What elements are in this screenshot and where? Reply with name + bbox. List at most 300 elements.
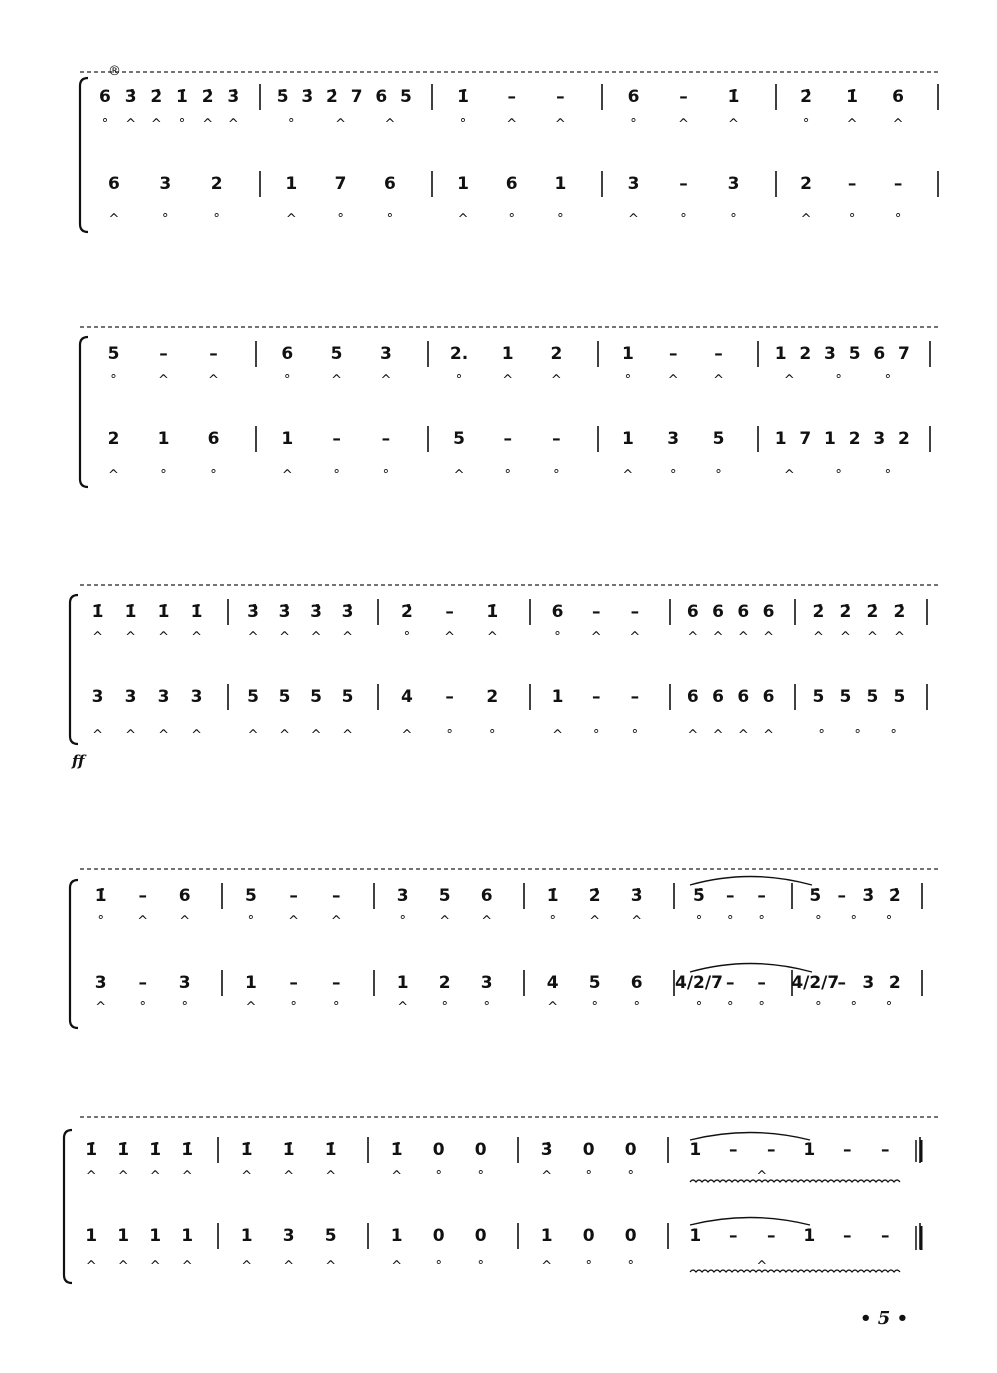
note-upper: 1̇ — [190, 602, 203, 622]
bowing-mark: ^ — [158, 728, 170, 743]
bowing-mark: ^ — [631, 914, 643, 929]
system-4 — [70, 869, 938, 1028]
bowing-mark: ° — [627, 1259, 634, 1274]
note-lower: 5 — [866, 687, 879, 707]
bowing-mark: ^ — [839, 630, 851, 645]
note-upper: 3̇ — [278, 602, 291, 622]
bowing-mark: ^ — [208, 373, 219, 388]
note-lower: 4/2/7 — [791, 973, 840, 993]
note-lower: – — [591, 687, 601, 707]
note-lower: 5 — [812, 687, 825, 707]
bowing-mark: ° — [585, 1259, 592, 1274]
bowing-mark: ° — [288, 117, 295, 132]
note-lower: 0 — [432, 1226, 445, 1246]
note-lower: 1 — [457, 174, 469, 194]
bowing-mark: ° — [885, 914, 893, 929]
note-upper: 5 — [400, 87, 412, 107]
note-lower: 2 — [438, 973, 451, 993]
note-upper: 5̇ — [276, 87, 289, 107]
bowing-mark: ^ — [245, 1000, 257, 1015]
note-upper: 1 — [774, 344, 787, 364]
note-upper: 2̇ — [150, 87, 163, 107]
bowing-mark: ° — [884, 468, 892, 483]
note-lower: – — [289, 973, 298, 993]
note-upper: 6 — [375, 87, 388, 107]
note-lower: – — [630, 687, 640, 707]
bowing-mark: ^ — [92, 630, 104, 645]
note-lower: 5 — [310, 687, 322, 707]
note-lower: 3 — [480, 973, 493, 993]
bowing-mark: ° — [441, 1000, 448, 1015]
note-lower: 3 — [178, 973, 191, 993]
bowing-mark: ^ — [181, 1259, 193, 1274]
bowing-mark: ^ — [342, 728, 353, 743]
note-lower: 3 — [190, 687, 203, 707]
bowing-mark: ° — [210, 468, 217, 483]
note-upper: – — [289, 886, 298, 906]
note-upper: 1̇ — [727, 87, 740, 107]
note-lower: 1 — [554, 174, 567, 194]
bowing-mark: ° — [695, 1000, 703, 1015]
bowing-mark: ^ — [866, 630, 878, 645]
bowing-mark: ^ — [756, 1169, 768, 1184]
note-upper: 1 — [803, 1140, 816, 1160]
note-upper: 6 — [892, 87, 905, 107]
note-lower: 6 — [108, 174, 120, 194]
bowing-mark: ° — [160, 468, 167, 483]
bowing-mark: ^ — [629, 630, 641, 645]
note-upper: 1̇ — [176, 87, 188, 107]
note-upper: 2̇ — [588, 886, 601, 906]
note-upper: 1 — [621, 344, 634, 364]
note-upper: 1̇ — [390, 1140, 403, 1160]
tie-slur — [690, 1218, 810, 1226]
bowing-mark: ^ — [279, 630, 290, 645]
bowing-mark: ^ — [812, 630, 824, 645]
note-lower: 5 — [278, 687, 291, 707]
note-lower: 5 — [588, 973, 601, 993]
bowing-mark: ° — [284, 373, 291, 388]
bowing-mark: ^ — [310, 728, 322, 743]
note-upper: 7 — [898, 344, 910, 364]
bowing-mark: ° — [815, 1000, 822, 1015]
bowing-mark: ° — [633, 1000, 640, 1015]
note-upper: 6 — [551, 602, 564, 622]
note-upper: 2 — [799, 344, 812, 364]
note-upper: – — [445, 602, 454, 622]
bowing-mark: ° — [727, 1000, 734, 1015]
note-upper: 5 — [107, 344, 120, 364]
bowing-mark: ° — [110, 373, 117, 388]
bowing-mark: ^ — [85, 1259, 97, 1274]
note-upper: 1̇ — [85, 1140, 98, 1160]
note-lower: – — [881, 1226, 890, 1246]
bowing-mark: ^ — [202, 117, 214, 132]
bowing-mark: ^ — [893, 630, 905, 645]
system-bracket — [80, 78, 88, 232]
bowing-mark: ^ — [541, 1259, 553, 1274]
note-lower: 4/2/7 — [675, 973, 723, 993]
note-upper: – — [138, 886, 147, 906]
note-upper: 3̇ — [247, 602, 259, 622]
note-upper: 0 — [624, 1140, 637, 1160]
note-lower: – — [332, 429, 341, 449]
note-lower: 1 — [689, 1226, 702, 1246]
bowing-mark: ° — [333, 468, 340, 483]
note-upper: 5 — [438, 886, 451, 906]
bowing-mark: ^ — [550, 373, 562, 388]
bowing-mark: ^ — [149, 1169, 161, 1184]
note-upper: 2̇ — [866, 602, 879, 622]
note-lower: 2 — [898, 429, 910, 449]
note-upper: 6 — [627, 87, 640, 107]
bowing-mark: ^ — [401, 728, 413, 743]
note-upper: 1̇ — [546, 886, 559, 906]
system-bracket — [70, 880, 78, 1028]
note-lower: 6 — [630, 973, 643, 993]
bowing-mark: ° — [894, 212, 902, 227]
note-lower: 3 — [94, 973, 107, 993]
bowing-mark: ^ — [285, 212, 297, 227]
bowing-mark: ^ — [502, 373, 514, 388]
bowing-mark: ^ — [281, 468, 293, 483]
bowing-mark: ^ — [325, 1169, 337, 1184]
bowing-mark: ^ — [590, 630, 602, 645]
bowing-mark: ^ — [687, 630, 699, 645]
note-upper: – — [630, 602, 640, 622]
bowing-mark: ° — [337, 212, 344, 227]
note-upper: 6 — [712, 602, 725, 622]
bowing-mark: ° — [213, 212, 220, 227]
bowing-mark: ° — [850, 1000, 857, 1015]
bowing-mark: ^ — [552, 728, 563, 743]
bowing-mark: ° — [435, 1259, 442, 1274]
bowing-mark: ° — [818, 728, 825, 743]
bowing-mark: ^ — [444, 630, 456, 645]
note-upper: – — [159, 344, 168, 364]
note-upper: 1̇ — [457, 87, 469, 107]
note-upper: 1̇ — [181, 1140, 194, 1160]
bowing-mark: ° — [435, 1169, 442, 1184]
note-lower: – — [503, 429, 512, 449]
bowing-mark: ^ — [342, 630, 353, 645]
note-lower: 6 — [712, 687, 725, 707]
system-3 — [70, 585, 938, 744]
bowing-mark: ° — [399, 914, 406, 929]
bowing-mark: ^ — [541, 1169, 553, 1184]
note-lower: – — [767, 1226, 776, 1246]
note-lower: – — [332, 973, 341, 993]
note-upper: – — [668, 344, 678, 364]
note-lower: 3 — [862, 973, 875, 993]
bowing-mark: ° — [835, 373, 842, 388]
note-upper: – — [209, 344, 218, 364]
bowing-mark: ^ — [667, 373, 679, 388]
bowing-mark: ° — [885, 1000, 893, 1015]
bowing-mark: ^ — [713, 373, 724, 388]
note-upper: – — [843, 1140, 852, 1160]
bowing-mark: ° — [727, 914, 734, 929]
bowing-mark: ^ — [325, 1259, 337, 1274]
bowing-mark: ^ — [149, 1259, 161, 1274]
bowing-mark: ° — [162, 212, 169, 227]
bowing-mark: ° — [101, 117, 109, 132]
bowing-mark: ° — [758, 1000, 765, 1015]
note-upper: 1̇ — [117, 1140, 130, 1160]
bowing-mark: ° — [815, 914, 822, 929]
bowing-mark: ^ — [384, 117, 396, 132]
system-5 — [64, 1117, 938, 1283]
bowing-mark: ° — [627, 1169, 634, 1184]
note-lower: 0 — [624, 1226, 637, 1246]
note-lower: 2 — [210, 174, 223, 194]
note-upper: 1 — [501, 344, 514, 364]
note-upper: – — [767, 1140, 776, 1160]
note-upper: 2̇ — [893, 602, 906, 622]
bowing-mark: ° — [178, 117, 186, 132]
bowing-mark: ° — [730, 212, 737, 227]
note-lower: 1 — [621, 429, 634, 449]
bowing-mark: ^ — [554, 117, 566, 132]
note-upper: 2̇ — [401, 602, 413, 622]
bowing-mark: ^ — [391, 1169, 403, 1184]
note-lower: 3 — [91, 687, 104, 707]
bowing-mark: ° — [554, 630, 561, 645]
note-upper: 1̇ — [240, 1140, 253, 1160]
bowing-mark: ° — [585, 1169, 592, 1184]
note-lower: 3 — [282, 1226, 295, 1246]
bowing-mark: ^ — [247, 630, 259, 645]
note-upper: 5 — [330, 344, 343, 364]
note-upper: – — [591, 602, 601, 622]
note-upper: 3̇ — [310, 602, 322, 622]
bowing-mark: ° — [247, 914, 255, 929]
note-lower: 6 — [762, 687, 775, 707]
bowing-mark: ^ — [737, 728, 749, 743]
bowing-mark: ° — [854, 728, 861, 743]
note-lower: 2 — [107, 429, 120, 449]
bowing-mark: ° — [382, 468, 390, 483]
bowing-mark: ^ — [108, 212, 120, 227]
note-lower: – — [552, 429, 561, 449]
bowing-mark: ° — [477, 1259, 484, 1274]
note-lower: 4 — [401, 687, 413, 707]
note-lower: 1 — [85, 1226, 98, 1246]
bowing-mark: ° — [489, 728, 496, 743]
note-lower: 1 — [157, 429, 170, 449]
bowing-mark: ^ — [181, 1169, 193, 1184]
bowing-mark: ^ — [678, 117, 689, 132]
bowing-mark: ° — [181, 1000, 188, 1015]
note-upper: 2̇ — [888, 886, 901, 906]
note-upper: – — [757, 886, 766, 906]
note-upper: 3̇ — [630, 886, 643, 906]
note-lower: 2 — [800, 174, 813, 194]
bowing-mark: ^ — [628, 212, 639, 227]
note-upper: 3 — [380, 344, 392, 364]
note-lower: 7 — [799, 429, 812, 449]
note-upper: 2̇ — [812, 602, 825, 622]
note-lower: 3 — [873, 429, 886, 449]
bowing-mark: ° — [483, 1000, 490, 1015]
note-lower: – — [847, 174, 857, 194]
bowing-mark: ° — [758, 914, 765, 929]
bowing-mark: ^ — [330, 914, 342, 929]
bowing-mark: ^ — [288, 914, 300, 929]
bowing-mark: ^ — [783, 373, 795, 388]
note-lower: 4 — [546, 973, 559, 993]
trill-wave-line — [690, 1180, 900, 1182]
note-upper: 1̇ — [124, 602, 137, 622]
bowing-mark: ^ — [397, 1000, 409, 1015]
bowing-mark: ^ — [191, 630, 203, 645]
rehearsal-mark: ® — [108, 64, 121, 79]
bowing-mark: ° — [290, 1000, 297, 1015]
note-lower: 3 — [159, 174, 172, 194]
bowing-mark: ^ — [241, 1169, 253, 1184]
note-upper: 3̇ — [124, 87, 137, 107]
note-lower: 3 — [667, 429, 680, 449]
note-lower: 3 — [727, 174, 740, 194]
bowing-mark: ° — [802, 117, 810, 132]
bowing-mark: ^ — [728, 117, 739, 132]
note-lower: 2 — [848, 429, 861, 449]
note-lower: – — [843, 1226, 852, 1246]
note-upper: 1̇ — [282, 1140, 295, 1160]
bowing-mark: ^ — [227, 117, 239, 132]
bowing-mark: ^ — [687, 728, 699, 743]
note-lower: 1 — [551, 687, 564, 707]
bowing-mark: ^ — [756, 1259, 768, 1274]
note-upper: – — [679, 87, 688, 107]
note-lower: 1 — [181, 1226, 194, 1246]
note-upper: 3̇ — [227, 87, 240, 107]
note-lower: 5 — [893, 687, 906, 707]
bowing-mark: ^ — [125, 117, 137, 132]
bowing-mark: ° — [591, 1000, 598, 1015]
bowing-mark: ° — [139, 1000, 146, 1015]
bowing-mark: ^ — [158, 373, 169, 388]
note-lower: 1 — [149, 1226, 162, 1246]
note-upper: 1̇ — [94, 886, 107, 906]
note-upper: 0 — [474, 1140, 487, 1160]
note-lower: 1 — [117, 1226, 130, 1246]
bowing-mark: ^ — [179, 914, 191, 929]
note-lower: 7 — [334, 174, 347, 194]
bowing-mark: ^ — [391, 1259, 403, 1274]
note-upper: 1̇ — [91, 602, 104, 622]
bowing-mark: ° — [553, 468, 560, 483]
bowing-mark: ^ — [92, 728, 104, 743]
bowing-mark: ^ — [125, 728, 137, 743]
note-upper: 1 — [689, 1140, 702, 1160]
bowing-mark: ^ — [283, 1169, 295, 1184]
note-lower: – — [381, 429, 391, 449]
note-upper: 1̇ — [157, 602, 170, 622]
note-lower: 2 — [888, 973, 901, 993]
note-lower: 5 — [712, 429, 725, 449]
note-lower: 5 — [324, 1226, 337, 1246]
note-lower: 1 — [390, 1226, 403, 1246]
note-lower: 1 — [396, 973, 409, 993]
bowing-mark: ° — [446, 728, 453, 743]
note-lower: 1 — [774, 429, 787, 449]
bowing-mark: ^ — [331, 373, 343, 388]
note-upper: 6 — [178, 886, 191, 906]
note-upper: 2̇ — [201, 87, 214, 107]
bowing-mark: ° — [459, 117, 467, 132]
bowing-mark: ^ — [800, 212, 812, 227]
note-upper: 3 — [824, 344, 836, 364]
bowing-mark: ^ — [310, 630, 322, 645]
system-2 — [80, 327, 938, 487]
bowing-mark: ° — [669, 468, 677, 483]
bowing-mark: ^ — [117, 1169, 129, 1184]
system-bracket — [80, 337, 88, 487]
tie-slur — [690, 964, 812, 973]
bowing-mark: ^ — [457, 212, 469, 227]
note-lower: 6 — [384, 174, 396, 194]
note-lower: – — [729, 1226, 738, 1246]
bowing-mark: ° — [835, 468, 842, 483]
bowing-mark: ° — [680, 212, 687, 227]
bowing-mark: ^ — [783, 468, 795, 483]
note-upper: – — [714, 344, 723, 364]
note-upper: 6 — [686, 602, 699, 622]
bowing-mark: ° — [592, 728, 600, 743]
bowing-mark: ^ — [191, 728, 203, 743]
note-upper: 3̇ — [301, 87, 314, 107]
page-number: • 5 • — [860, 1308, 909, 1329]
note-upper: – — [507, 87, 516, 107]
bowing-mark: ^ — [506, 117, 518, 132]
bowing-mark: ° — [455, 373, 463, 388]
note-upper: 2̇ — [839, 602, 852, 622]
note-upper: – — [726, 886, 735, 906]
bowing-mark: ^ — [763, 728, 775, 743]
note-lower: 2 — [486, 687, 499, 707]
bowing-mark: ^ — [137, 914, 149, 929]
bowing-mark: ^ — [486, 630, 498, 645]
note-upper: 1̇ — [846, 87, 859, 107]
note-upper: 1̇ — [486, 602, 499, 622]
note-upper: 3̇ — [540, 1140, 553, 1160]
bowing-mark: ° — [403, 630, 411, 645]
bowing-mark: ^ — [453, 468, 465, 483]
note-upper: – — [837, 886, 847, 906]
note-lower: – — [893, 174, 903, 194]
bowing-mark: ^ — [335, 117, 347, 132]
bowing-mark: ° — [848, 212, 856, 227]
note-upper: 1̇ — [149, 1140, 162, 1160]
note-lower: 1 — [824, 429, 836, 449]
note-lower: 3 — [124, 687, 137, 707]
note-upper: 1̇ — [324, 1140, 337, 1160]
note-lower: 6 — [737, 687, 750, 707]
bowing-mark: ° — [624, 373, 632, 388]
bowing-mark: ^ — [622, 468, 634, 483]
note-upper: 0 — [582, 1140, 595, 1160]
bowing-mark: ° — [850, 914, 857, 929]
bowing-mark: ^ — [95, 1000, 107, 1015]
bowing-mark: ° — [386, 212, 394, 227]
note-lower: – — [679, 174, 688, 194]
note-upper: 0 — [432, 1140, 445, 1160]
note-lower: 0 — [474, 1226, 487, 1246]
bowing-mark: ° — [549, 914, 556, 929]
bowing-mark: ° — [504, 468, 511, 483]
note-lower: 1 — [803, 1226, 816, 1246]
